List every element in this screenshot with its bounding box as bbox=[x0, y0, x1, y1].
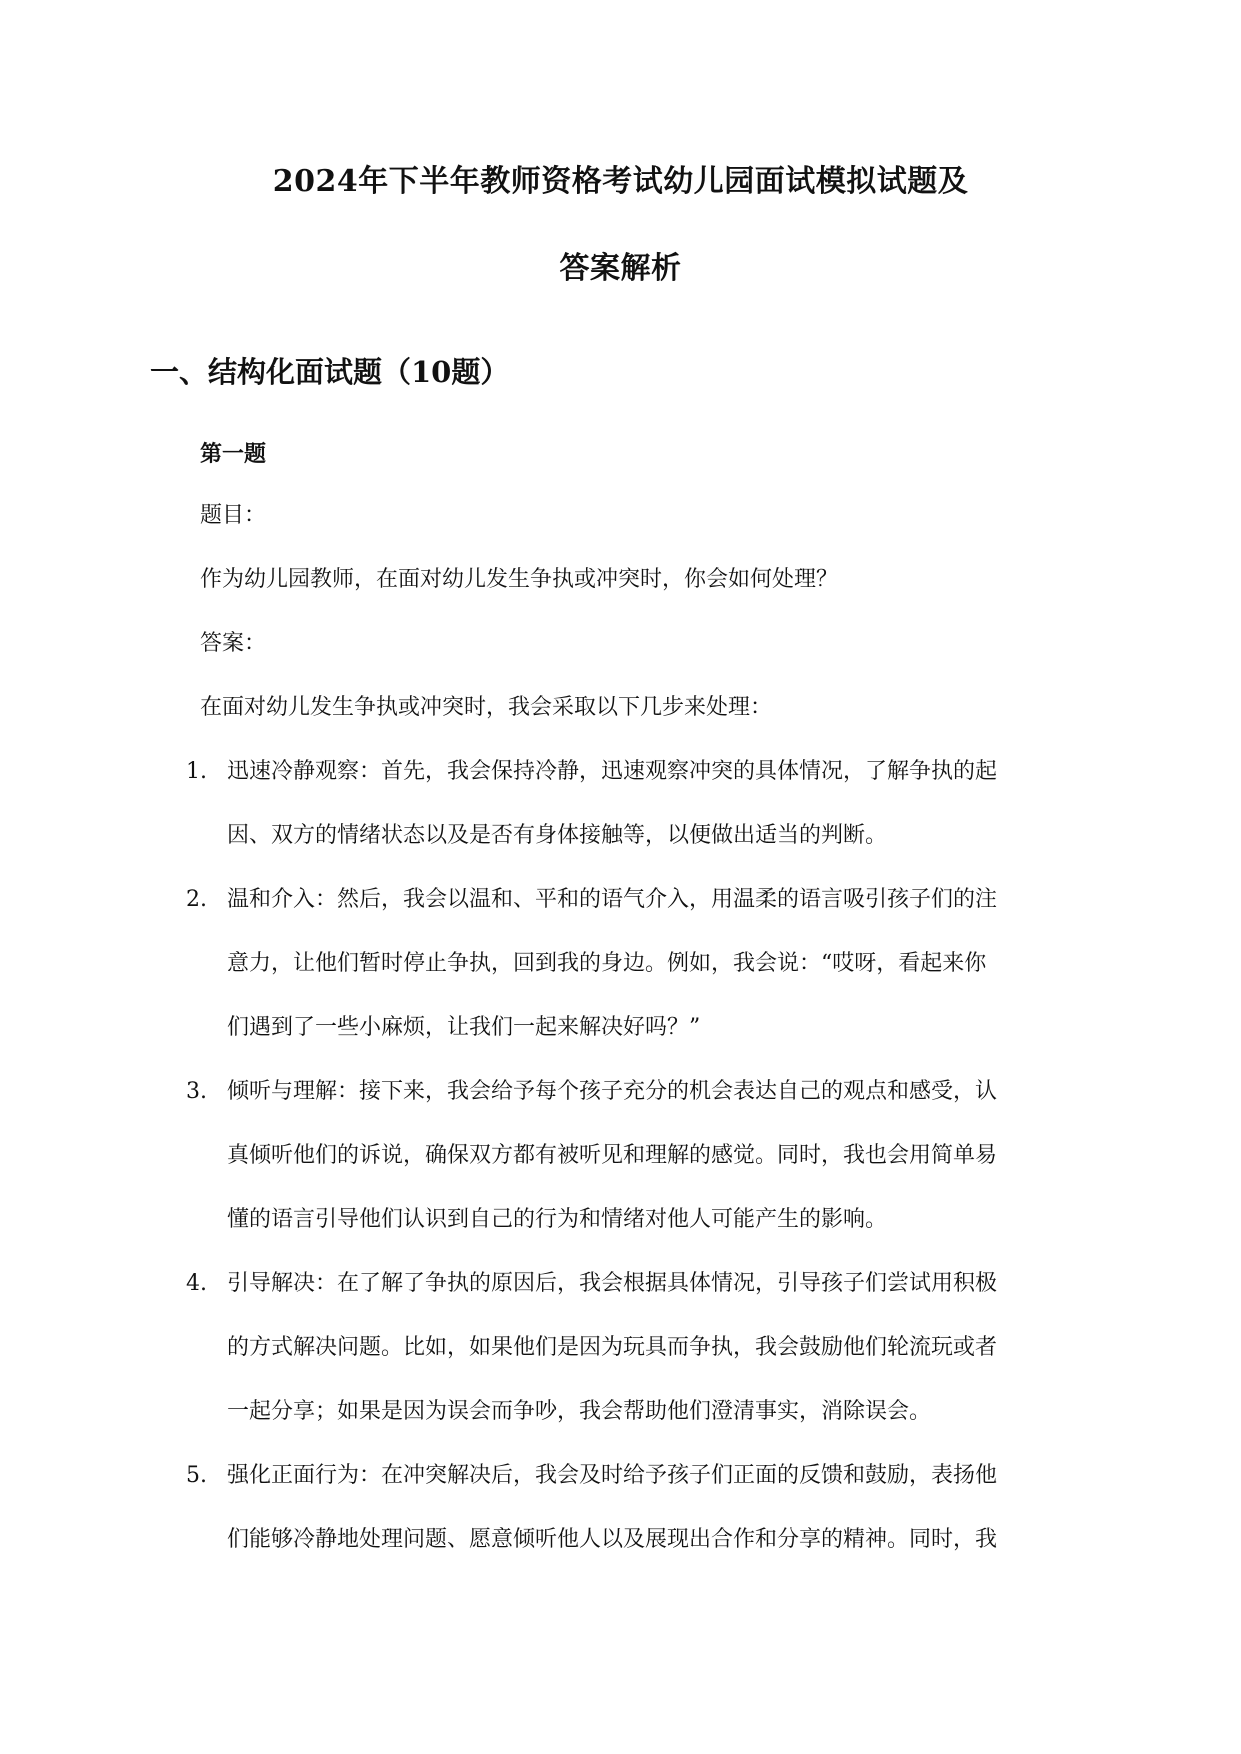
list-item-number: 5. bbox=[186, 1463, 207, 1488]
list-item-line: 真倾听他们的诉说，确保双方都有被听见和理解的感觉。同时，我也会用简单易 bbox=[227, 1143, 998, 1168]
question-label: 题目： bbox=[200, 503, 267, 528]
section-heading: 一、结构化面试题（10题） bbox=[150, 355, 510, 389]
list-item-number: 1. bbox=[186, 759, 207, 784]
list-item-line: 因、双方的情绪状态以及是否有身体接触等，以便做出适当的判断。 bbox=[227, 823, 888, 848]
list-item-line: 强化正面行为：在冲突解决后，我会及时给予孩子们正面的反馈和鼓励，表扬他 bbox=[227, 1463, 998, 1488]
list-item-line: 温和介入：然后，我会以温和、平和的语气介入，用温柔的语言吸引孩子们的注 bbox=[227, 887, 998, 912]
list-item-number: 4. bbox=[186, 1271, 207, 1296]
list-item-line: 引导解决：在了解了争执的原因后，我会根据具体情况，引导孩子们尝试用积极 bbox=[227, 1271, 998, 1296]
list-item-line: 一起分享；如果是因为误会而争吵，我会帮助他们澄清事实，消除误会。 bbox=[227, 1399, 932, 1424]
list-item-line: 意力，让他们暂时停止争执，回到我的身边。例如，我会说：“哎呀，看起来你 bbox=[227, 951, 987, 976]
document-title-line-1: 2024年下半年教师资格考试幼儿园面试模拟试题及 bbox=[272, 164, 969, 199]
list-item-line: 们能够冷静地处理问题、愿意倾听他人以及展现出合作和分享的精神。同时，我 bbox=[227, 1527, 998, 1552]
list-item-line: 的方式解决问题。比如，如果他们是因为玩具而争执，我会鼓励他们轮流玩或者 bbox=[227, 1335, 998, 1360]
question-heading: 第一题 bbox=[200, 441, 267, 467]
list-item-number: 2. bbox=[186, 887, 207, 912]
answer-intro: 在面对幼儿发生争执或冲突时，我会采取以下几步来处理： bbox=[200, 695, 773, 720]
document-title-line-2: 答案解析 bbox=[559, 251, 682, 286]
answer-label: 答案： bbox=[200, 631, 267, 656]
list-item-line: 们遇到了一些小麻烦，让我们一起来解决好吗？” bbox=[227, 1015, 701, 1040]
list-item-line: 倾听与理解：接下来，我会给予每个孩子充分的机会表达自己的观点和感受，认 bbox=[227, 1079, 998, 1104]
list-item-number: 3. bbox=[186, 1079, 207, 1104]
question-text: 作为幼儿园教师，在面对幼儿发生争执或冲突时，你会如何处理？ bbox=[200, 567, 839, 592]
list-item-line: 懂的语言引导他们认识到自己的行为和情绪对他人可能产生的影响。 bbox=[227, 1207, 888, 1232]
list-item-line: 迅速冷静观察：首先，我会保持冷静，迅速观察冲突的具体情况，了解争执的起 bbox=[227, 759, 998, 784]
